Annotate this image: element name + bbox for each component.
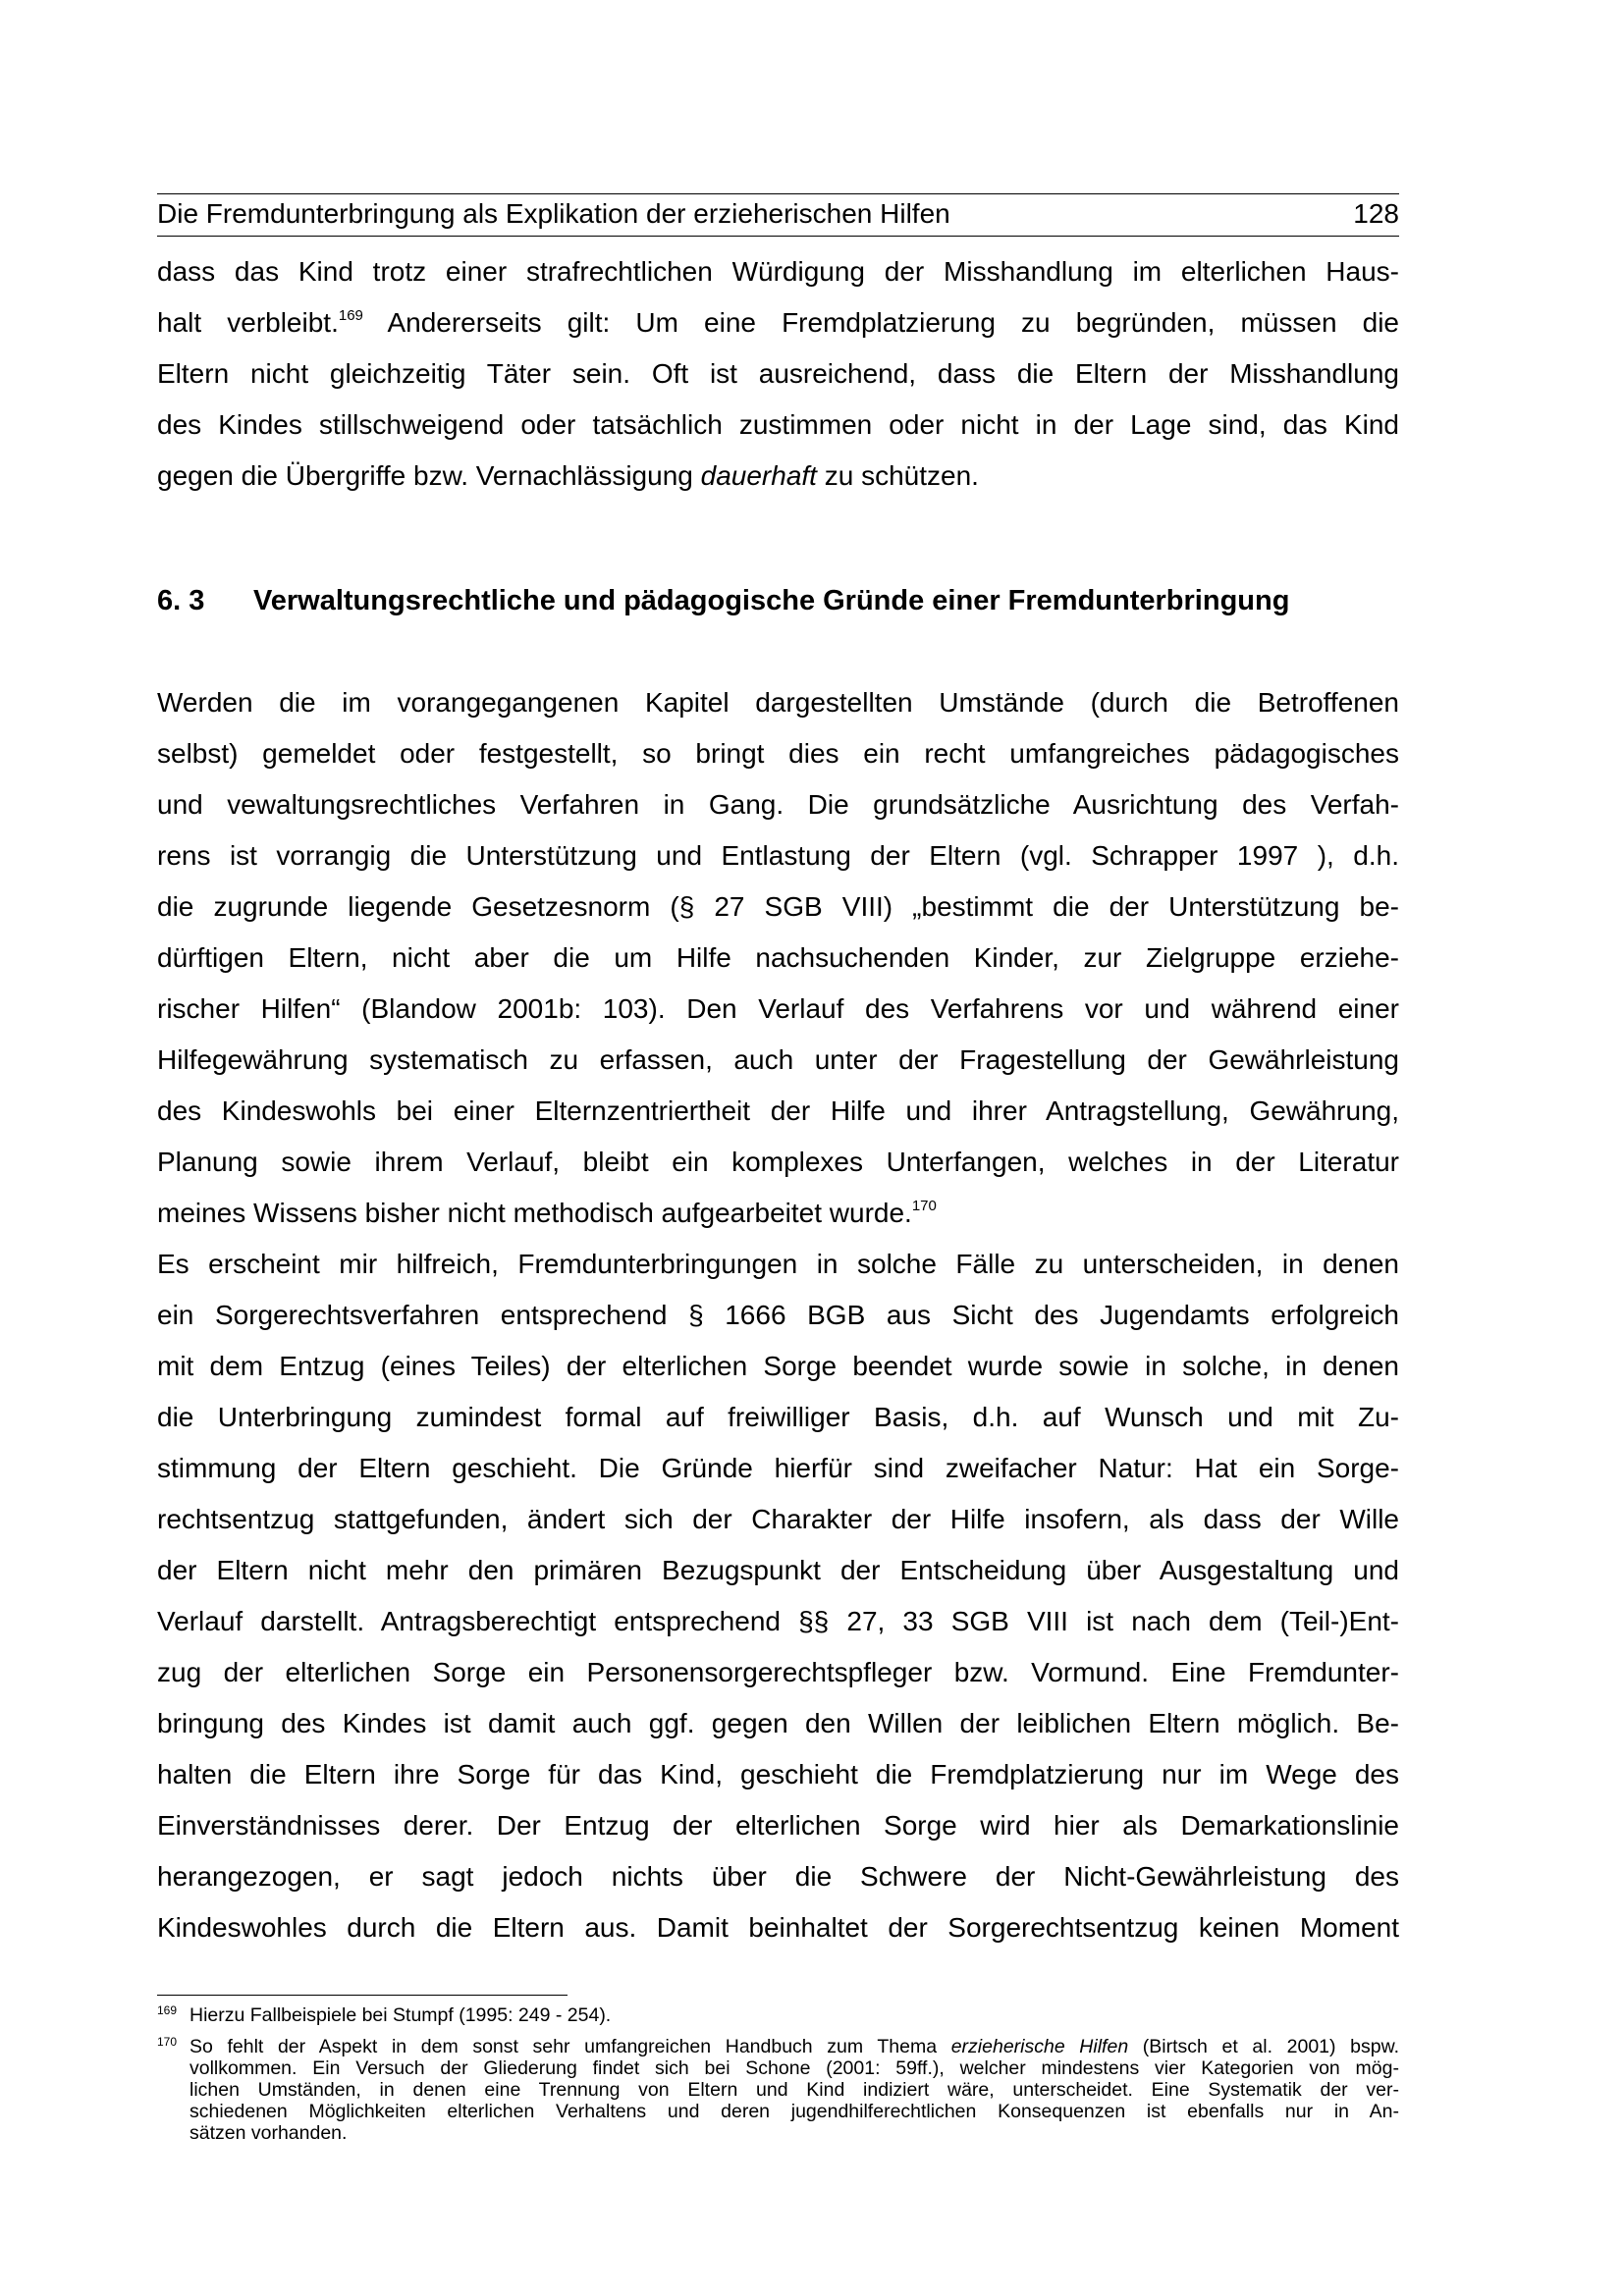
text-line: Hilfegewährung systematisch zu erfassen, auch unter der Fragestellung der Gewährleistung bbox=[157, 1044, 1399, 1075]
text-line: Kindeswohles durch die Eltern aus. Damit beinhaltet der Sorgerechtsentzug keinen Moment bbox=[157, 1912, 1399, 1943]
footnote-169 bbox=[157, 2004, 1399, 2026]
text-line: mit dem Entzug (eines Teiles) der elterlichen Sorge beendet wurde sowie in solche, in denen bbox=[157, 1351, 1399, 1381]
footnote-ref-170[interactable]: 170 bbox=[911, 1198, 937, 1214]
text-line: des Kindeswohls bei einer Elternzentriertheit der Hilfe und ihrer Antragstellung, Gewährung, bbox=[157, 1095, 1399, 1126]
footnote-line: lichen Umständen, in denen eine Trennung von Eltern und Kind indiziert wäre, unterscheidet. Eine Systematik der ver- bbox=[189, 2079, 1399, 2101]
text-line: die zugrunde liegende Gesetzesnorm (§ 27 SGB VIII) „bestimmt die der Unterstützung be- bbox=[157, 891, 1399, 922]
footnote-mark: 169 bbox=[157, 2003, 178, 2017]
text-line: bringung des Kindes ist damit auch ggf. gegen den Willen der leiblichen Eltern möglich. Be- bbox=[157, 1708, 1399, 1738]
text-line: Einverständnisses derer. Der Entzug der elterlichen Sorge wird hier als Demarkationslinie bbox=[157, 1810, 1399, 1841]
text-line: halt verbleibt.$^{169}$ Andererseits gilt: Um eine Fremdplatzierung zu begründen, müssen die bbox=[157, 307, 1399, 338]
footnote-line: vollkommen. Ein Versuch der Gliederung findet sich bei Schone (2001: 59ff.), welcher mindestens vier Kategorien von mög- bbox=[189, 2057, 1399, 2079]
text-line: Es erscheint mir hilfreich, Fremdunterbringungen in solche Fälle zu unterscheiden, in denen bbox=[157, 1249, 1399, 1279]
text-line: dass das Kind trotz einer strafrechtlichen Würdigung der Misshandlung im elterlichen Haus- bbox=[157, 256, 1399, 287]
text-line: rens ist vorrangig die Unterstützung und Entlastung der Eltern (vgl. Schrapper 1997 ), d.h. bbox=[157, 840, 1399, 871]
running-header bbox=[157, 193, 1399, 237]
footnote-170 bbox=[157, 2036, 1399, 2144]
footnote-line: Hierzu Fallbeispiele bei Stumpf (1995: 249 - 254). bbox=[189, 2004, 612, 2026]
text-line: Werden die im vorangegangenen Kapitel dargestellten Umstände (durch die Betroffenen bbox=[157, 687, 1399, 718]
section-number: 6. 3 bbox=[157, 585, 205, 616]
text-line: der Eltern nicht mehr den primären Bezugspunkt der Entscheidung über Ausgestaltung und bbox=[157, 1555, 1399, 1585]
footnote-mark: 170 bbox=[157, 2035, 178, 2049]
intro-paragraph bbox=[157, 246, 1399, 502]
footnote-line: So fehlt der Aspekt in dem sonst sehr umfangreichen Handbuch zum Thema erzieherische Hilfen (Birtsch et al. 2001) bspw. bbox=[189, 2036, 1399, 2057]
text-line: ein Sorgerechtsverfahren entsprechend § 1666 BGB aus Sicht des Jugendamts erfolgreich bbox=[157, 1300, 1399, 1330]
text-line: die Unterbringung zumindest formal auf freiwilliger Basis, d.h. auf Wunsch und mit Zu- bbox=[157, 1402, 1399, 1432]
body-paragraph-1 bbox=[157, 677, 1399, 1239]
text-line: zug der elterlichen Sorge ein Personensorgerechtspfleger bzw. Vormund. Eine Fremdunter- bbox=[157, 1657, 1399, 1687]
text-line: meines Wissens bisher nicht methodisch aufgearbeitet wurde.$^{170}$ bbox=[157, 1198, 937, 1228]
page-number: 128 bbox=[1353, 198, 1399, 229]
text-line: stimmung der Eltern geschieht. Die Gründe hierfür sind zweifacher Natur: Hat ein Sorge- bbox=[157, 1453, 1399, 1483]
footnote-ref-169[interactable]: 169 bbox=[338, 307, 363, 324]
text-line: des Kindes stillschweigend oder tatsächlich zustimmen oder nicht in der Lage sind, das Kind bbox=[157, 409, 1399, 440]
text-line: rechtsentzug stattgefunden, ändert sich der Charakter der Hilfe insofern, als dass der Wille bbox=[157, 1504, 1399, 1534]
section-heading bbox=[157, 579, 1289, 622]
text-line: gegen die Übergriffe bzw. Vernachlässigung dauerhaft zu schützen. bbox=[157, 460, 979, 491]
text-line: halten die Eltern ihre Sorge für das Kind, geschieht die Fremdplatzierung nur im Wege des bbox=[157, 1759, 1399, 1789]
text-line: Eltern nicht gleichzeitig Täter sein. Oft ist ausreichend, dass die Eltern der Misshandlung bbox=[157, 358, 1399, 389]
text-line: selbst) gemeldet oder festgestellt, so bringt dies ein recht umfangreiches pädagogisches bbox=[157, 738, 1399, 769]
text-line: herangezogen, er sagt jedoch nichts über die Schwere der Nicht-Gewährleistung des bbox=[157, 1861, 1399, 1892]
footnote-line: schiedenen Möglichkeiten elterlichen Verhaltens und deren jugendhilferechtlichen Konsequenzen ist ebenfalls nur in An- bbox=[189, 2101, 1399, 2122]
text-line: Verlauf darstellt. Antragsberechtigt entsprechend §§ 27, 33 SGB VIII ist nach dem (Teil-)Ent- bbox=[157, 1606, 1399, 1636]
section-title: Verwaltungsrechtliche und pädagogische Gründe einer Fremdunterbringung bbox=[253, 585, 1290, 616]
text-line: und vewaltungsrechtliches Verfahren in Gang. Die grundsätzliche Ausrichtung des Verfah- bbox=[157, 789, 1399, 820]
footnote-line: sätzen vorhanden. bbox=[189, 2122, 348, 2144]
body-paragraph-2 bbox=[157, 1239, 1399, 1953]
emphasis: erzieherische Hilfen bbox=[950, 2036, 1129, 2057]
emphasis: dauerhaft bbox=[700, 460, 817, 491]
footnote-separator bbox=[157, 1995, 568, 1996]
running-header-title: Die Fremdunterbringung als Explikation der erzieherischen Hilfen bbox=[157, 198, 950, 229]
text-line: rischer Hilfen“ (Blandow 2001b: 103). Den Verlauf des Verfahrens vor und während einer bbox=[157, 993, 1399, 1024]
text-line: Planung sowie ihrem Verlauf, bleibt ein komplexes Unterfangen, welches in der Literatur bbox=[157, 1147, 1399, 1177]
text-line: dürftigen Eltern, nicht aber die um Hilfe nachsuchenden Kinder, zur Zielgruppe erziehe- bbox=[157, 942, 1399, 973]
